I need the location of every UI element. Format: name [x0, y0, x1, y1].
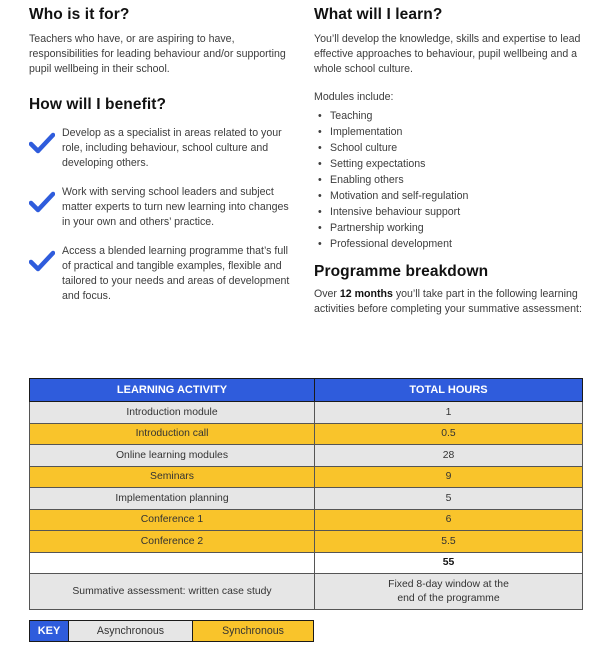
benefit-item	[29, 244, 299, 304]
header-total-hours: TOTAL HOURS	[315, 379, 583, 402]
activity-cell: Introduction call	[30, 423, 315, 445]
learn-text: You’ll develop the knowledge, skills and expertise to lead effective approaches to behaviour, pupil wellbeing and a whole school culture.	[314, 33, 581, 75]
table-row	[30, 488, 583, 510]
hours-cell: 6	[315, 509, 583, 531]
summative-hours-line2: end of the programme	[397, 592, 500, 604]
summative-activity-cell: Summative assessment: written case study	[30, 574, 315, 610]
table-row	[30, 423, 583, 445]
benefit-item	[29, 185, 299, 230]
summative-hours-line1: Fixed 8-day window at the	[388, 578, 509, 590]
breakdown-text	[314, 287, 584, 317]
module-item: • Implementation	[314, 124, 584, 140]
total-hours-cell: 55	[315, 552, 583, 574]
hours-cell: 28	[315, 445, 583, 467]
module-item: • Professional development	[314, 236, 584, 252]
activity-cell: Introduction module	[30, 402, 315, 424]
module-item: • Partnership working	[314, 220, 584, 236]
key-asynchronous: Asynchronous	[69, 620, 193, 642]
hours-cell: 5.5	[315, 531, 583, 553]
table-row	[30, 509, 583, 531]
hours-cell: 0.5	[315, 423, 583, 445]
modules-list	[314, 108, 584, 252]
activity-cell: Seminars	[30, 466, 315, 488]
table-row	[30, 531, 583, 553]
total-label-cell	[30, 552, 315, 574]
benefit-text: Develop as a specialist in areas related to your role, including behaviour, school culture and developing others.	[62, 127, 282, 169]
checkmark-icon	[29, 132, 55, 154]
hours-cell: 1	[315, 402, 583, 424]
breakdown-duration: 12 months	[339, 288, 393, 300]
benefit-list	[29, 126, 299, 304]
module-item: • Motivation and self-regulation	[314, 188, 584, 204]
benefit-text: Access a blended learning programme that’s full of practical and tangible examples, flexible and tailored to your needs and areas of development and focus.	[62, 245, 290, 302]
table-row	[30, 402, 583, 424]
breakdown-title: Programme breakdown	[314, 263, 489, 280]
module-item: • Enabling others	[314, 172, 584, 188]
key-legend	[29, 620, 314, 642]
table-row	[30, 445, 583, 467]
key-synchronous: Synchronous	[193, 620, 314, 642]
activity-cell: Conference 2	[30, 531, 315, 553]
right-column	[314, 6, 584, 317]
total-row	[30, 552, 583, 574]
who-title: Who is it for?	[29, 6, 130, 23]
hours-cell: 5	[315, 488, 583, 510]
table-row	[30, 466, 583, 488]
hours-cell: 9	[315, 466, 583, 488]
checkmark-icon	[29, 191, 55, 213]
benefit-item	[29, 126, 299, 171]
modules-intro: Modules include:	[314, 91, 394, 103]
checkmark-icon	[29, 250, 55, 272]
learn-title: What will I learn?	[314, 6, 443, 23]
activity-cell: Online learning modules	[30, 445, 315, 467]
header-learning-activity: LEARNING ACTIVITY	[30, 379, 315, 402]
key-label: KEY	[29, 620, 69, 642]
breakdown-text-before: Over	[314, 288, 340, 300]
module-item: • Intensive behaviour support	[314, 204, 584, 220]
summative-hours-cell	[315, 574, 583, 610]
table-header-row	[30, 379, 583, 402]
activity-table	[29, 378, 583, 610]
who-text: Teachers who have, or are aspiring to have, responsibilities for leading behaviour and/or supporting pupil wellbeing in their school.	[29, 33, 286, 75]
module-item: • Setting expectations	[314, 156, 584, 172]
benefit-title: How will I benefit?	[29, 96, 167, 113]
module-item: • Teaching	[314, 108, 584, 124]
activity-cell: Conference 1	[30, 509, 315, 531]
summative-row	[30, 574, 583, 610]
left-column	[29, 6, 299, 318]
breakdown-text-after: you’ll take part in the following learning activities before completing your summative assessment:	[314, 288, 582, 315]
benefit-text: Work with serving school leaders and subject matter experts to turn new learning into changes in your own and others’ practice.	[62, 186, 289, 228]
module-item: • School culture	[314, 140, 584, 156]
activity-cell: Implementation planning	[30, 488, 315, 510]
